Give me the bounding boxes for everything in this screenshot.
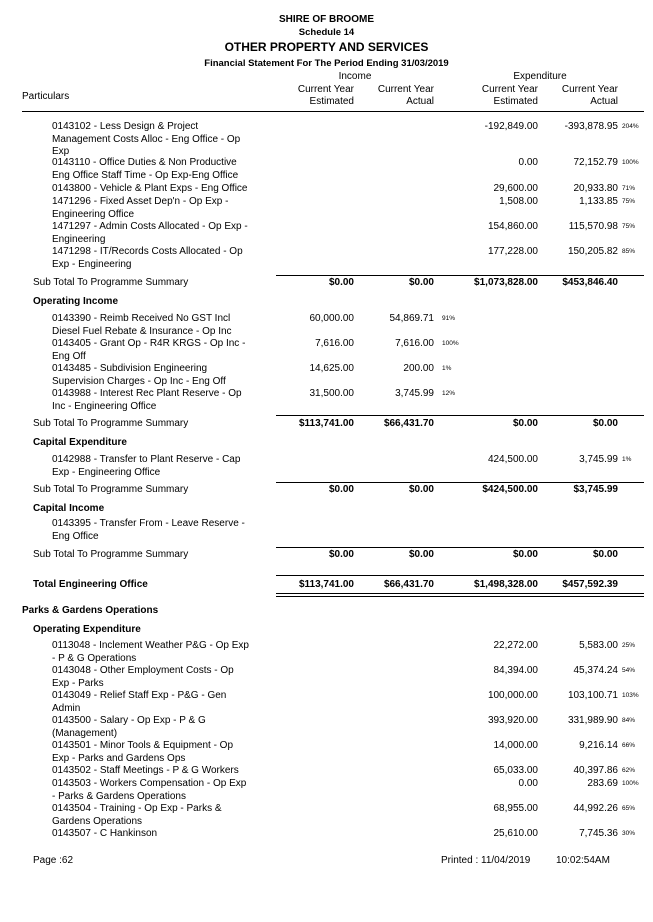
line-item-label: 0143102 - Less Design & Project Management Costs Alloc - Eng Office - Op Exp — [52, 121, 241, 157]
percent-cell-ep: 62% — [622, 767, 636, 774]
amount-cell-ea: 5,583.00 — [579, 640, 618, 651]
total-amount-ia: $0.00 — [408, 484, 434, 495]
amount-cell-ee: 393,920.00 — [487, 715, 538, 726]
total-amount-ia: $0.00 — [408, 277, 434, 288]
percent-cell-ep: 75% — [622, 223, 636, 230]
line-item-label: 1471298 - IT/Records Costs Allocated - Op Exp - Engineering — [52, 246, 243, 270]
percent-cell-ip: 91% — [442, 315, 456, 322]
amount-cell-ee: 424,500.00 — [487, 454, 538, 465]
amount-cell-ea: -393,878.95 — [564, 121, 618, 132]
amount-cell-ee: -192,849.00 — [484, 121, 538, 132]
amount-cell-ea: 7,745.36 — [579, 828, 618, 839]
total-amount-ia: $66,431.70 — [383, 418, 434, 429]
amount-cell-ia: 7,616.00 — [395, 338, 434, 349]
percent-cell-ip: 100% — [442, 340, 459, 347]
amount-cell-ee: 154,860.00 — [487, 221, 538, 232]
percent-cell-ep: 66% — [622, 742, 636, 749]
amount-cell-ee: 0.00 — [518, 778, 538, 789]
percent-cell-ep: 100% — [622, 780, 639, 787]
amount-cell-ea: 45,374.24 — [573, 665, 618, 676]
subtotal-full-rule — [276, 275, 644, 276]
line-item-label: 0143507 - C Hankinson — [52, 828, 158, 839]
section-heading: Operating Expenditure — [33, 624, 141, 635]
total-amount-ee: $1,073,828.00 — [474, 277, 538, 288]
total-amount-ia: $0.00 — [408, 549, 434, 560]
printed-date: Printed : 11/04/2019 — [441, 855, 531, 866]
total-double-rule — [276, 593, 644, 597]
percent-cell-ep: 103% — [622, 692, 639, 699]
line-item-label: 0143485 - Subdivision Engineering Supervision Charges - Op Inc - Eng Off — [52, 363, 226, 387]
report-subtitle: Financial Statement For The Period Ending 31/03/2019 — [204, 58, 449, 69]
section-heading: Capital Income — [33, 503, 105, 514]
line-item-label: 0143800 - Vehicle & Plant Exps - Eng Office — [52, 183, 248, 194]
amount-cell-ea: 9,216.14 — [579, 740, 618, 751]
total-amount-ie: $0.00 — [328, 549, 354, 560]
amount-cell-ee: 100,000.00 — [487, 690, 538, 701]
line-item-label: 0143501 - Minor Tools & Equipment - Op Exp - Parks and Gardens Ops — [52, 740, 234, 764]
subtotal-label: Sub Total To Programme Summary — [33, 418, 189, 429]
percent-cell-ep: 30% — [622, 830, 636, 837]
line-item-label: 0143048 - Other Employment Costs - Op Exp - Parks — [52, 665, 234, 689]
total-amount-ea: $453,846.40 — [562, 277, 618, 288]
amount-cell-ee: 68,955.00 — [493, 803, 538, 814]
amount-cell-ee: 22,272.00 — [493, 640, 538, 651]
expenditure-actual-heading: Current Year Actual — [561, 84, 618, 107]
amount-cell-ee: 1,508.00 — [499, 196, 538, 207]
subtotal-full-rule — [276, 482, 644, 483]
amount-cell-ee: 29,600.00 — [493, 183, 538, 194]
schedule-label: Schedule 14 — [298, 27, 355, 38]
amount-cell-ea: 115,570.98 — [568, 221, 618, 232]
percent-cell-ep: 25% — [622, 642, 636, 649]
amount-cell-ie: 60,000.00 — [309, 313, 354, 324]
amount-cell-ie: 7,616.00 — [315, 338, 354, 349]
income-actual-heading: Current Year Actual — [377, 84, 434, 107]
amount-cell-ea: 20,933.80 — [573, 183, 618, 194]
percent-cell-ep: 84% — [622, 717, 636, 724]
line-item-label: 0143049 - Relief Staff Exp - P&G - Gen Admin — [52, 690, 227, 714]
total-amount-ee: $0.00 — [512, 418, 538, 429]
total-amount-ea: $0.00 — [592, 418, 618, 429]
total-amount-ie: $113,741.00 — [298, 579, 354, 590]
subtotal-full-rule — [276, 547, 644, 548]
total-amount-ee: $1,498,328.00 — [474, 579, 538, 590]
income-heading: Income — [338, 71, 372, 82]
amount-cell-ea: 331,989.90 — [567, 715, 618, 726]
line-item-label: 0143395 - Transfer From - Leave Reserve - Eng Office — [52, 518, 245, 542]
line-item-label: 0113048 - Inclement Weather P&G - Op Exp - P & G Operations — [52, 640, 249, 664]
amount-cell-ea: 44,992.26 — [573, 803, 618, 814]
subtotal-full-rule — [276, 575, 644, 576]
amount-cell-ie: 14,625.00 — [309, 363, 354, 374]
line-item-label: 1471296 - Fixed Asset Dep'n - Op Exp - Engineering Office — [52, 196, 229, 220]
percent-cell-ep: 85% — [622, 248, 636, 255]
printed-time: 10:02:54AM — [556, 855, 610, 866]
total-amount-ie: $0.00 — [328, 484, 354, 495]
amount-cell-ea: 283.69 — [587, 778, 618, 789]
total-amount-ee: $424,500.00 — [482, 484, 538, 495]
line-item-label: 0142988 - Transfer to Plant Reserve - Cap Exp - Engineering Office — [52, 454, 241, 478]
amount-cell-ea: 72,152.79 — [573, 157, 618, 168]
amount-cell-ea: 3,745.99 — [579, 454, 618, 465]
total-amount-ea: $457,592.39 — [562, 579, 618, 590]
section-heading: Operating Income — [33, 296, 119, 307]
line-item-label: 0143110 - Office Duties & Non Productive Eng Office Staff Time - Op Exp-Eng Office — [52, 157, 239, 181]
total-amount-ie: $0.00 — [328, 277, 354, 288]
group-heading: Parks & Gardens Operations — [22, 605, 159, 616]
amount-cell-ie: 31,500.00 — [309, 388, 354, 399]
header-rule — [22, 111, 644, 112]
percent-cell-ep: 204% — [622, 123, 639, 130]
line-item-label: 0143405 - Grant Op - R4R KRGS - Op Inc - Eng Off — [52, 338, 246, 362]
amount-cell-ea: 1,133.85 — [579, 196, 618, 207]
percent-cell-ep: 100% — [622, 159, 639, 166]
percent-cell-ep: 1% — [622, 456, 632, 463]
percent-cell-ep: 65% — [622, 805, 636, 812]
income-estimated-heading: Current Year Estimated — [297, 84, 354, 107]
subtotal-label: Sub Total To Programme Summary — [33, 549, 189, 560]
amount-cell-ea: 103,100.71 — [567, 690, 618, 701]
amount-cell-ee: 65,033.00 — [493, 765, 538, 776]
percent-cell-ep: 71% — [622, 185, 636, 192]
line-item-label: 0143504 - Training - Op Exp - Parks & Gardens Operations — [52, 803, 222, 827]
percent-cell-ep: 75% — [622, 198, 636, 205]
line-item-label: 0143502 - Staff Meetings - P & G Workers — [52, 765, 239, 776]
total-amount-ee: $0.00 — [512, 549, 538, 560]
report-title: OTHER PROPERTY AND SERVICES — [224, 40, 429, 54]
amount-cell-ea: 150,205.82 — [567, 246, 618, 257]
amount-cell-ia: 3,745.99 — [395, 388, 434, 399]
total-amount-ie: $113,741.00 — [298, 418, 354, 429]
line-item-label: 0143988 - Interest Rec Plant Reserve - Op Inc - Engineering Office — [52, 388, 242, 412]
line-item-label: 0143390 - Reimb Received No GST Incl Diesel Fuel Rebate & Insurance - Op Inc — [52, 313, 232, 337]
amount-cell-ee: 177,228.00 — [487, 246, 538, 257]
amount-cell-ee: 25,610.00 — [493, 828, 538, 839]
amount-cell-ia: 54,869.71 — [389, 313, 434, 324]
expenditure-estimated-heading: Current Year Estimated — [481, 84, 538, 107]
amount-cell-ee: 0.00 — [518, 157, 538, 168]
subtotal-full-rule — [276, 415, 644, 416]
particulars-heading: Particulars — [22, 91, 70, 102]
line-item-label: 1471297 - Admin Costs Allocated - Op Exp - Engineering — [52, 221, 248, 245]
amount-cell-ia: 200.00 — [403, 363, 434, 374]
total-label: Total Engineering Office — [33, 579, 148, 590]
total-amount-ea: $0.00 — [592, 549, 618, 560]
amount-cell-ea: 40,397.86 — [573, 765, 618, 776]
org-name: SHIRE OF BROOME — [278, 14, 374, 25]
line-item-label: 0143500 - Salary - Op Exp - P & G (Management) — [52, 715, 206, 739]
amount-cell-ee: 84,394.00 — [493, 665, 538, 676]
percent-cell-ep: 54% — [622, 667, 636, 674]
percent-cell-ip: 12% — [442, 390, 456, 397]
subtotal-label: Sub Total To Programme Summary — [33, 484, 189, 495]
section-heading: Capital Expenditure — [33, 437, 127, 448]
percent-cell-ip: 1% — [442, 365, 452, 372]
total-amount-ia: $66,431.70 — [383, 579, 434, 590]
amount-cell-ee: 14,000.00 — [493, 740, 538, 751]
expenditure-heading: Expenditure — [513, 71, 567, 82]
page-number: Page :62 — [33, 855, 74, 866]
total-amount-ea: $3,745.99 — [573, 484, 618, 495]
subtotal-label: Sub Total To Programme Summary — [33, 277, 189, 288]
line-item-label: 0143503 - Workers Compensation - Op Exp - Parks & Gardens Operations — [52, 778, 247, 802]
